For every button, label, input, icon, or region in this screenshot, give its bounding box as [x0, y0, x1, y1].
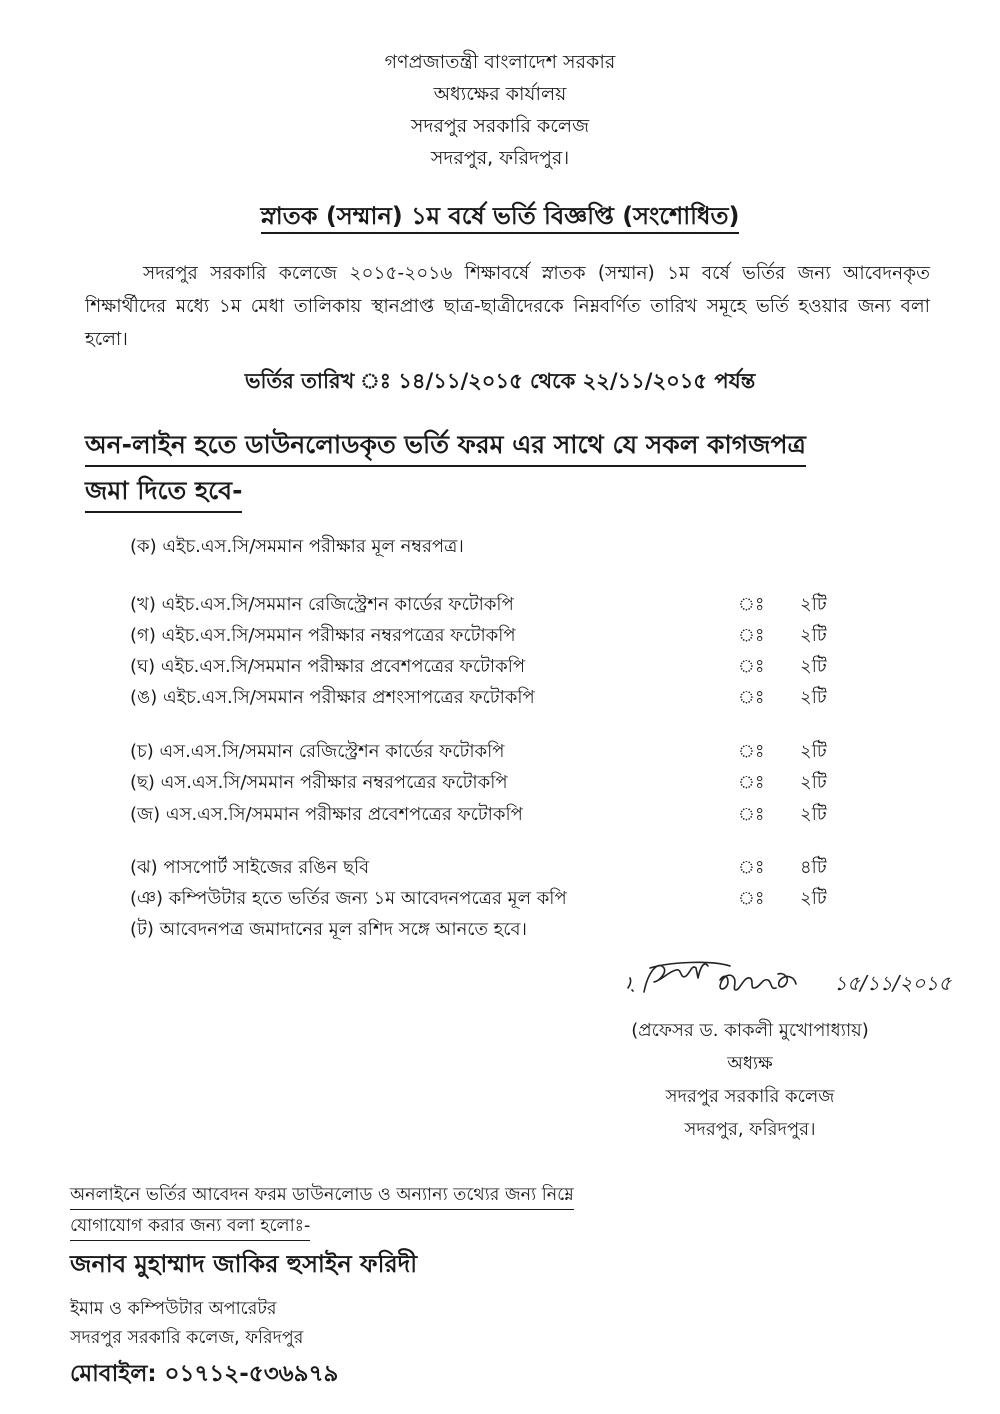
document-item-kha: (খ) এইচ.এস.সি/সমমান রেজিস্ট্রেশন কার্ডের ফটোকপি ঃ ২টি: [130, 590, 870, 620]
contact-instruction: [70, 1180, 690, 1242]
document-item-ga: (গ) এইচ.এস.সি/সমমান পরীক্ষার নম্বরপত্রের ফটোকপি ঃ ২টি: [130, 621, 870, 651]
signatory-address: সদরপুর, ফরিদপুর।: [684, 1119, 816, 1140]
quantity: ৪টি: [800, 857, 827, 878]
documents-heading-line-2: জমা দিতে হবে-: [85, 471, 242, 513]
contact-person-role: ইমাম ও কম্পিউটার অপারেটর: [70, 1299, 277, 1319]
documents-heading: [85, 422, 945, 514]
signatory-block: [580, 1014, 920, 1146]
document-item-uma: (ঙ) এইচ.এস.সি/সমমান পরীক্ষার প্রশংসাপত্রের ফটোকপি ঃ ২টি: [130, 683, 870, 713]
quantity: ২টি: [800, 888, 827, 909]
college-address: সদরপুর, ফরিদপুর।: [430, 147, 570, 169]
document-item-chha: (ছ) এস.এস.সি/সমমান পরীক্ষার নম্বরপত্রের ফটোকপি ঃ ২টি: [130, 768, 870, 798]
intro-paragraph: সদরপুর সরকারি কলেজে ২০১৫-২০১৬ শিক্ষাবর্ষে স্নাতক (সম্মান) ১ম বর্ষে ভর্তির জন্য আবেদনকৃত শিক্ষার্থীদের মধ্যে ১ম মেধা তালিকায় স্থানপ্রাপ্ত ছাত্র-ছাত্রীদেরকে নিম্নবর্ণিত তারিখ সমূহে ভর্তি হওয়ার জন্য বলা হলো।: [85, 263, 930, 350]
quantity: ২টি: [800, 625, 827, 646]
signature-date: ১৫/১১/২০১৫: [834, 971, 952, 995]
notice-title: স্নাতক (সম্মান) ১ম বর্ষে ভর্তি বিজ্ঞপ্তি (সংশোধিত): [0, 198, 1000, 238]
office-name: অধ্যক্ষের কার্যালয়: [433, 83, 567, 105]
signatory-designation: অধ্যক্ষ: [727, 1053, 773, 1074]
quantity: ২টি: [800, 741, 827, 762]
college-name: সদরপুর সরকারি কলেজ: [410, 115, 590, 137]
signatory-institution: সদরপুর সরকারি কলেজ: [665, 1086, 835, 1107]
principal-signature: [622, 950, 982, 1012]
documents-heading-line-1: অন-লাইন হতে ডাউনলোডকৃত ভর্তি ফরম এর সাথে যে সকল কাগজপত্র: [85, 425, 806, 467]
admission-date: ভর্তির তারিখ ঃ ১৪/১১/২০১৫ থেকে ২২/১১/২০১৫ পর্যন্ত: [244, 369, 756, 393]
office-header: [0, 46, 1000, 174]
government-name: গণপ্রজাতন্ত্রী বাংলাদেশ সরকার: [384, 51, 616, 73]
contact-instruction-line-1: অনলাইনে ভর্তির আবেদন ফরম ডাউনলোড ও অন্যান্য তথ্যের জন্য নিম্নে: [70, 1182, 574, 1210]
quantity: ২টি: [800, 804, 827, 825]
quantity: ২টি: [800, 687, 827, 708]
quantity: ২টি: [800, 656, 827, 677]
document-item-ta: (ট) আবেদনপত্র জমাদানের মূল রশিদ সঙ্গে আনতে হবে।: [130, 919, 527, 940]
contact-person-institution: সদরপুর সরকারি কলেজ, ফরিদপুর: [70, 1328, 304, 1348]
quantity: ২টি: [800, 772, 827, 793]
document-item-cha: (চ) এস.এস.সি/সমমান রেজিস্ট্রেশন কার্ডের ফটোকপি ঃ ২টি: [130, 737, 870, 767]
quantity: ২টি: [800, 594, 827, 615]
contact-person-name: জনাব মুহাম্মাদ জাকির হুসাইন ফরিদী: [70, 1250, 418, 1278]
signatory-name: (প্রফেসর ড. কাকলী মুখোপাধ্যায়): [631, 1020, 869, 1041]
contact-instruction-line-2: যোগাযোগ করার জন্য বলা হলোঃ-: [70, 1213, 310, 1241]
document-item-gha: (ঘ) এইচ.এস.সি/সমমান পরীক্ষার প্রবেশপত্রের ফটোকপি ঃ ২টি: [130, 652, 870, 682]
document-item-ka: (ক) এইচ.এস.সি/সমমান পরীক্ষার মূল নম্বরপত্র।: [130, 536, 464, 557]
contact-mobile: মোবাইল: ০১৭১২-৫৩৬৯৭৯: [70, 1361, 339, 1387]
document-item-ja: (জ) এস.এস.সি/সমমান পরীক্ষার প্রবেশপত্রের ফটোকপি ঃ ২টি: [130, 800, 870, 830]
document-item-jha: (ঝ) পাসপোর্ট সাইজের রঙিন ছবি ঃ ৪টি: [130, 853, 870, 883]
document-item-nya: (ঞ) কম্পিউটার হতে ভর্তির জন্য ১ম আবেদনপত্রের মূল কপি ঃ ২টি: [130, 884, 870, 914]
